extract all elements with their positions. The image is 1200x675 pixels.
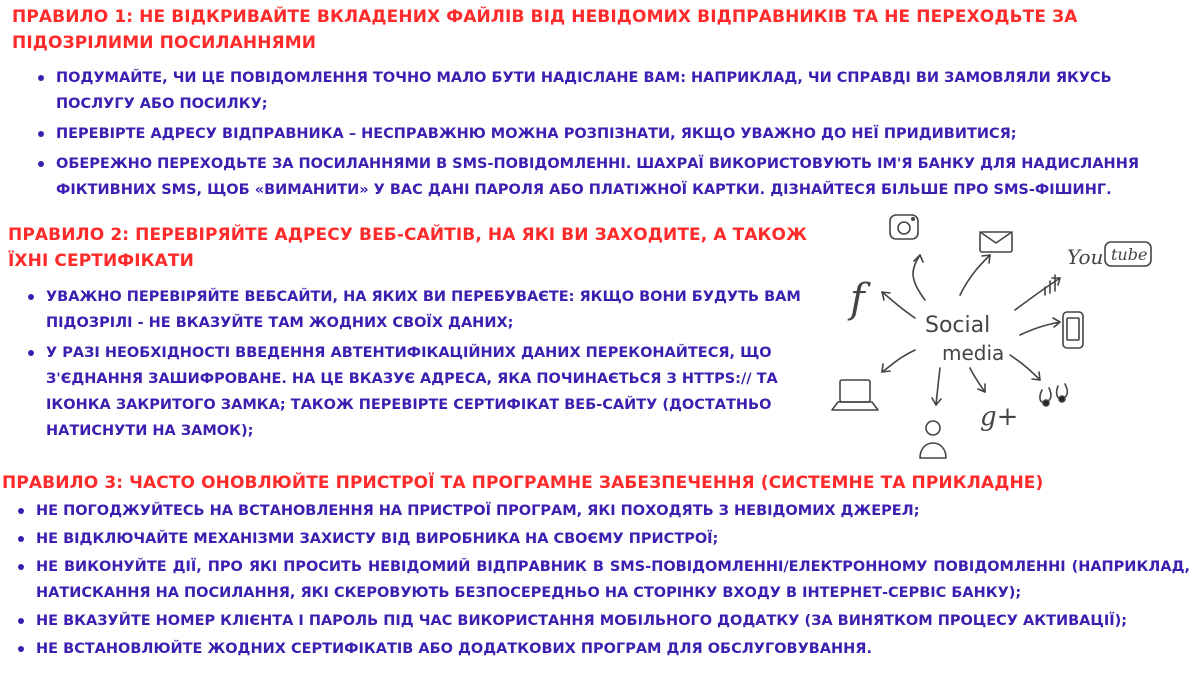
rule-1-title: ПРАВИЛО 1: НЕ ВІДКРИВАЙТЕ ВКЛАДЕНИХ ФАЙЛІВ ВІД НЕВІДОМИХ ВІДПРАВНИКІВ ТА НЕ ПЕРЕХОДЬТЕ ЗА ПІДОЗРІЛИМИ ПОСИЛАННЯМИ <box>12 7 1078 53</box>
rule-3-item: НЕ ВИКОНУЙТЕ ДІЇ, ПРО ЯКІ ПРОСИТЬ НЕВІДОМИЙ ВІДПРАВНИК В SMS-ПОВІДОМЛЕННІ/ЕЛЕКТРОННОМУ ПОВІДОМЛЕННІ (НАПРИКЛАД, НАТИСКАННЯ НА ПОСИЛАННЯ, ЯКІ СКЕРОВУЮТЬ БЕЗПОСЕРЕДНЬО НА СТОРІНКУ ВХОДУ В ІНТЕРНЕТ-СЕРВІС БАНКУ); <box>10 554 1190 606</box>
laptop-icon <box>832 380 878 410</box>
arrow <box>1015 278 1060 310</box>
facebook-icon <box>847 276 871 322</box>
rule-3-title: ПРАВИЛО 3: ЧАСТО ОНОВЛЮЙТЕ ПРИСТРОЇ ТА ПРОГРАМНЕ ЗАБЕЗПЕЧЕННЯ (СИСТЕМНЕ ТА ПРИКЛАДНЕ) <box>2 473 1044 493</box>
rule-2-list <box>20 284 810 448</box>
rule-3-item: НЕ ВКАЗУЙТЕ НОМЕР КЛІЄНТА І ПАРОЛЬ ПІД ЧАС ВИКОРИСТАННЯ МОБІЛЬНОГО ДОДАТКУ (ЗА ВИНЯТКОМ ПРОЦЕСУ АКТИВАЦІЇ); <box>10 608 1190 634</box>
arrow <box>882 292 915 318</box>
rule-1-item: ПЕРЕВІРТЕ АДРЕСУ ВІДПРАВНИКА – НЕСПРАВЖНЮ МОЖНА РОЗПІЗНАТИ, ЯКЩО УВАЖНО ДО НЕЇ ПРИДИВИТИСЯ; <box>30 121 1180 147</box>
arrow <box>882 350 915 372</box>
rule-2-item: УВАЖНО ПЕРЕВІРЯЙТЕ ВЕБСАЙТИ, НА ЯКИХ ВИ ПЕРЕБУВАЄТЕ: ЯКЩО ВОНИ БУДУТЬ ВАМ ПІДОЗРІЛІ - НЕ ВКАЗУЙТЕ ТАМ ЖОДНИХ СВОЇХ ДАНИХ; <box>20 284 810 336</box>
social-media-sketch <box>820 200 1200 480</box>
smartphone-icon <box>1063 312 1083 348</box>
google-plus-icon <box>980 402 1018 432</box>
social-label: Social <box>925 313 991 338</box>
facebook-letter: f <box>850 276 865 322</box>
rule-3-item: НЕ ПОГОДЖУЙТЕСЬ НА ВСТАНОВЛЕННЯ НА ПРИСТРОЇ ПРОГРАМ, ЯКІ ПОХОДЯТЬ З НЕВІДОМИХ ДЖЕРЕЛ; <box>10 498 1190 524</box>
user-icon <box>920 421 946 458</box>
youtube-you-label: You <box>1067 245 1104 269</box>
instagram-icon <box>890 215 918 239</box>
arrow <box>1010 355 1040 380</box>
rule-2-title: ПРАВИЛО 2: ПЕРЕВІРЯЙТЕ АДРЕСУ ВЕБ-САЙТІВ, НА ЯКІ ВИ ЗАХОДИТЕ, А ТАКОЖ ЇХНІ СЕРТИФІКАТИ <box>8 225 808 271</box>
rule-3-list <box>10 498 1190 664</box>
rule-1-item: ОБЕРЕЖНО ПЕРЕХОДЬТЕ ЗА ПОСИЛАННЯМИ В SMS-ПОВІДОМЛЕННІ. ШАХРАЇ ВИКОРИСТОВУЮТЬ ІМ'Я БАНКУ ДЛЯ НАДИСЛАННЯ ФІКТИВНИХ SMS, ЩОБ «ВИМАНИТИ» У ВАС ДАНІ ПАРОЛЯ АБО ПЛАТІЖНОЇ КАРТКИ. ДІЗНАЙТЕСЯ БІЛЬШЕ ПРО SMS-ФІШИНГ. <box>30 151 1180 203</box>
youtube-icon <box>1067 242 1151 269</box>
social-media-illustration <box>820 200 1200 480</box>
gplus-label: g+ <box>980 402 1019 432</box>
arrow <box>960 255 990 295</box>
rule-1-list <box>30 65 1180 207</box>
youtube-tube-label: tube <box>1111 245 1148 264</box>
footprints-icon <box>1040 384 1067 406</box>
arrow <box>1020 322 1060 335</box>
rule-3-item: НЕ ВСТАНОВЛЮЙТЕ ЖОДНИХ СЕРТИФІКАТІВ АБО ДОДАТКОВИХ ПРОГРАМ ДЛЯ ОБСЛУГОВУВАННЯ. <box>10 636 1190 662</box>
rule-1-item: ПОДУМАЙТЕ, ЧИ ЦЕ ПОВІДОМЛЕННЯ ТОЧНО МАЛО БУТИ НАДІСЛАНЕ ВАМ: НАПРИКЛАД, ЧИ СПРАВДІ ВИ ЗАМОВЛЯЛИ ЯКУСЬ ПОСЛУГУ АБО ПОСИЛКУ; <box>30 65 1180 117</box>
rule-2-item: У РАЗІ НЕОБХІДНОСТІ ВВЕДЕННЯ АВТЕНТИФІКАЦІЙНИХ ДАНИХ ПЕРЕКОНАЙТЕСЯ, ЩО З'ЄДНАННЯ ЗАШИФРОВАНЕ. НА ЦЕ ВКАЗУЄ АДРЕСА, ЯКА ПОЧИНАЄТЬСЯ З HTTPS:// ТА ІКОНКА ЗАКРИТОГО ЗАМКА; ТАКОЖ ПЕРЕВІРТЕ СЕРТИФІКАТ ВЕБ-САЙТУ (ДОСТАТНЬО НАТИСНУТИ НА ЗАМОК); <box>20 340 810 444</box>
email-icon <box>980 232 1012 252</box>
arrow <box>936 368 940 405</box>
media-label: media <box>942 341 1005 365</box>
rule-3-item: НЕ ВІДКЛЮЧАЙТЕ МЕХАНІЗМИ ЗАХИСТУ ВІД ВИРОБНИКА НА СВОЄМУ ПРИСТРОЇ; <box>10 526 1190 552</box>
